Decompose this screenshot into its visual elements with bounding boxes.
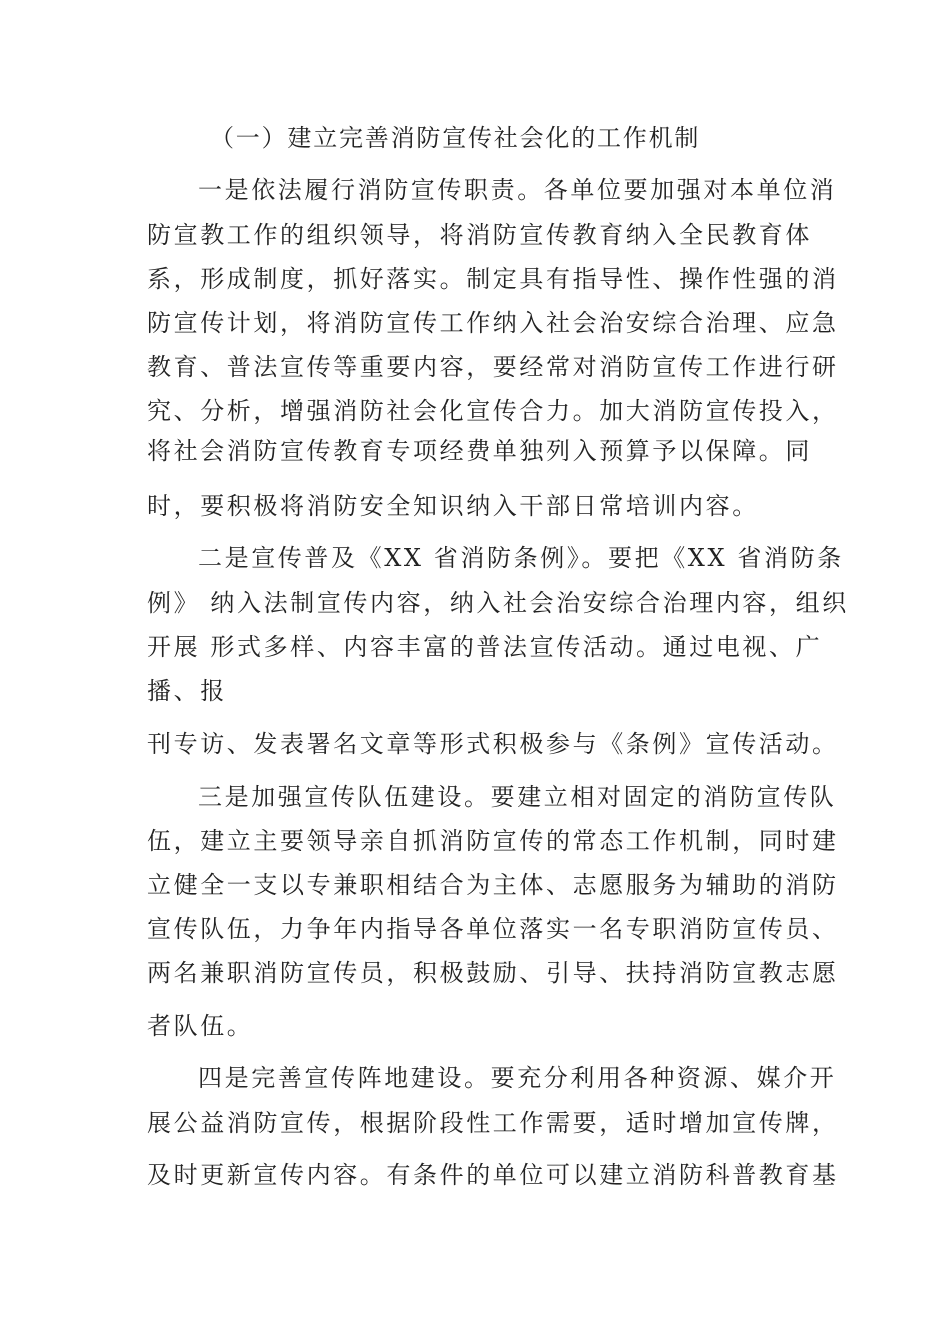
paragraph-3-line-2: 伍，建立主要领导亲自抓消防宣传的常态工作机制，同时建 (147, 827, 839, 855)
paragraph-1-line-7: 将社会消防宣传教育专项经费单独列入预算予以保障。同 (147, 437, 812, 465)
paragraph-1-line-2: 防宣教工作的组织领导，将消防宣传教育纳入全民教育体 (147, 221, 812, 249)
paragraph-4-line-1: 四是完善宣传阵地建设。要充分利用各种资源、媒介开 (198, 1064, 837, 1092)
paragraph-1-line-8: 时，要积极将消防安全知识纳入干部日常培训内容。 (147, 492, 759, 520)
paragraph-2-line-4: 播、报 (147, 677, 227, 705)
paragraph-3-line-3: 立健全一支以专兼职相结合为主体、志愿服务为辅助的消防 (147, 871, 839, 899)
paragraph-1-line-1: 一是依法履行消防宣传职责。各单位要加强对本单位消 (198, 176, 837, 204)
paragraph-2-line-1: 二是宣传普及《XX 省消防条例》。要把《XX 省消防条 (198, 544, 844, 572)
paragraph-3-line-4: 宣传队伍，力争年内指导各单位落实一名专职消防宣传员、 (147, 915, 839, 943)
paragraph-1-line-3: 系，形成制度，抓好落实。制定具有指导性、操作性强的消 (147, 265, 839, 293)
paragraph-2-line-3: 开展 形式多样、内容丰富的普法宣传活动。通过电视、广 (147, 633, 823, 661)
section-heading: （一）建立完善消防宣传社会化的工作机制 (210, 124, 701, 152)
paragraph-3-line-1: 三是加强宣传队伍建设。要建立相对固定的消防宣传队 (198, 783, 837, 811)
paragraph-4-line-2: 展公益消防宣传，根据阶段性工作需要，适时增加宣传牌， (147, 1109, 839, 1137)
paragraph-1-line-4: 防宣传计划，将消防宣传工作纳入社会治安综合治理、应急 (147, 309, 839, 337)
paragraph-3-line-6: 者队伍。 (147, 1012, 254, 1040)
paragraph-2-line-5: 刊专访、发表署名文章等形式积极参与《条例》宣传活动。 (147, 730, 839, 758)
paragraph-1-line-6: 究、分析，增强消防社会化宣传合力。加大消防宣传投入， (147, 397, 839, 425)
paragraph-4-line-3: 及时更新宣传内容。有条件的单位可以建立消防科普教育基 (147, 1161, 839, 1189)
paragraph-1-line-5: 教育、普法宣传等重要内容，要经常对消防宣传工作进行研 (147, 353, 839, 381)
paragraph-3-line-5: 两名兼职消防宣传员，积极鼓励、引导、扶持消防宣教志愿 (147, 959, 839, 987)
paragraph-2-line-2: 例》 纳入法制宣传内容，纳入社会治安综合治理内容，组织 (147, 589, 849, 617)
